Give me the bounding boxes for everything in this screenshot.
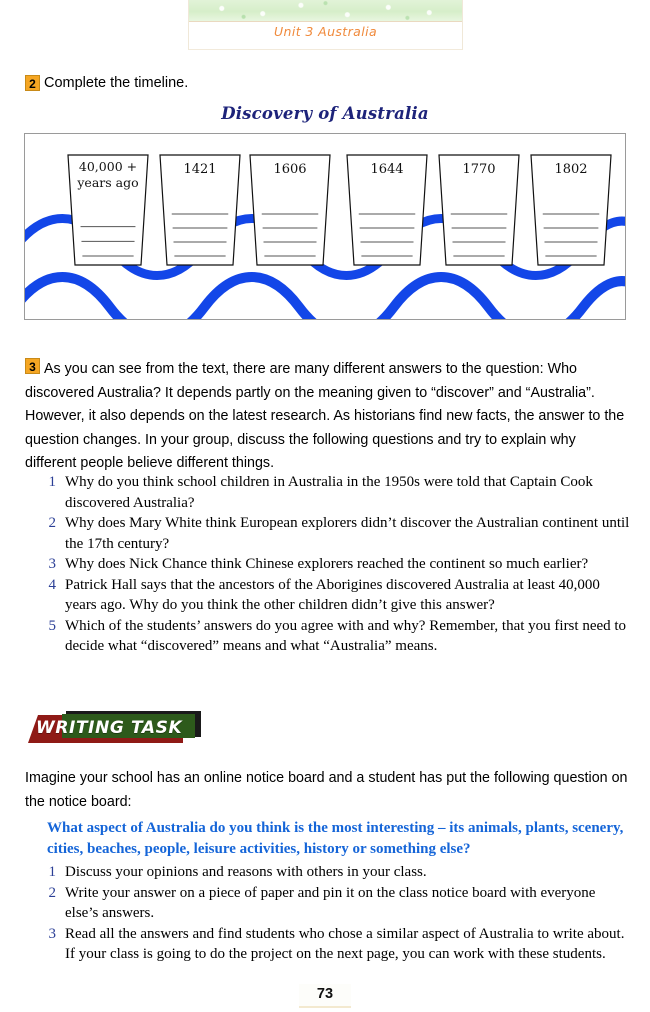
exercise-number-badge-3: 3 <box>25 358 40 374</box>
task-3-block <box>25 358 629 476</box>
list-item-text: Write your answer on a piece of paper and pin it on the class notice board with everyone else’s answers. <box>65 884 596 921</box>
timeline-entry-year: 1421 <box>183 162 217 177</box>
timeline-entry <box>67 154 149 266</box>
list-item-number: 2 <box>48 884 56 901</box>
discussion-question-item <box>38 575 630 616</box>
page-number-box <box>299 984 351 1008</box>
list-item-text: Read all the answers and find students who chose a similar aspect of Australia to write about. If your class is going to do the project on the next page, you can work with these students. <box>65 925 625 962</box>
timeline-entry-year: 40,000 + years ago <box>77 159 139 190</box>
list-item-number: 1 <box>48 474 56 490</box>
list-item-number: 2 <box>48 515 56 531</box>
timeline-entry-year: 1606 <box>273 162 307 177</box>
discussion-question-list <box>38 472 630 657</box>
timeline-entry-year: 1802 <box>554 162 588 177</box>
task-2-instruction: Complete the timeline. <box>44 75 189 91</box>
writing-task-intro: Imagine your school has an online notice board and a student has put the following question on the notice board: <box>25 770 628 810</box>
discussion-question-item <box>38 616 630 657</box>
writing-task-step-item <box>38 862 630 883</box>
timeline-entry <box>438 154 520 266</box>
list-item-number: 1 <box>48 864 56 880</box>
list-item-number: 3 <box>48 556 56 572</box>
list-item-text: Discuss your opinions and reasons with others in your class. <box>65 864 427 880</box>
writing-task-banner <box>28 707 213 747</box>
list-item-number: 5 <box>48 617 56 634</box>
task-3-paragraph: As you can see from the text, there are many different answers to the question: Who discovered Australia? It depends partly on the meaning given to “discover” and “Australia”. However, it also depends on the latest research. As historians find new facts, the answer to the question changes. In your group, discuss the following questions and try to explain why different people believe different things. <box>25 361 625 472</box>
timeline-entry <box>249 154 331 266</box>
header-decorative-band <box>189 0 462 22</box>
list-item-text: Patrick Hall says that the ancestors of the Aborigines discovered Australia at least 40,000 years ago. Why do you think the other children didn’t give this answer? <box>65 576 600 613</box>
timeline-panel <box>24 133 626 320</box>
page-header <box>188 0 463 50</box>
timeline-title: Discovery of Australia <box>221 104 429 123</box>
writing-task-banner-label: WRITING TASK <box>36 718 183 738</box>
writing-task-question: What aspect of Australia do you think is the most interesting – its animals, plants, scenery, cities, beaches, people, leisure activities, history or something else? <box>47 820 624 857</box>
exercise-number-badge-2: 2 <box>25 75 40 91</box>
list-item-text: Why do you think school children in Australia in the 1950s were told that Captain Cook discovered Australia? <box>65 474 593 511</box>
writing-task-step-item <box>38 924 630 965</box>
list-item-text: Which of the students’ answers do you agree with and why? Remember, that you first need to decide what “discovered” means and what “Australia” means. <box>65 617 627 654</box>
writing-task-step-item <box>38 883 630 924</box>
unit-label: Unit 3 Australia <box>273 24 378 39</box>
timeline-entry <box>159 154 241 266</box>
discussion-question-item <box>38 513 630 554</box>
timeline-entry-year: 1644 <box>370 162 404 177</box>
timeline-entry <box>346 154 428 266</box>
timeline-entry <box>530 154 612 266</box>
discussion-question-item <box>38 472 630 513</box>
list-item-number: 3 <box>48 925 56 942</box>
list-item-number: 4 <box>48 576 56 593</box>
timeline-entry-list <box>25 134 625 319</box>
page-number: 73 <box>316 986 334 1002</box>
timeline-entry-year: 1770 <box>462 162 496 177</box>
list-item-text: Why does Mary White think European explorers didn’t discover the Australian continent until the 17th century? <box>65 515 630 552</box>
discussion-question-item <box>38 554 630 575</box>
writing-task-step-list <box>38 862 630 965</box>
list-item-text: Why does Nick Chance think Chinese explorers reached the continent so much earlier? <box>65 556 589 572</box>
task-2-heading <box>25 75 188 92</box>
